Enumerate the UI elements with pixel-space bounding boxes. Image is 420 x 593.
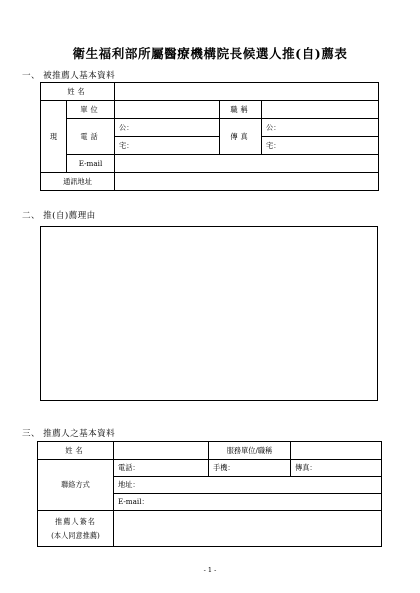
phone-home-field[interactable]: 宅： xyxy=(115,137,220,155)
address-label: 通訊地址 xyxy=(41,173,115,191)
position-field[interactable] xyxy=(262,101,379,119)
recommender-phone-field[interactable]: 電話： xyxy=(114,460,209,477)
recommendation-reason-box[interactable] xyxy=(40,226,378,401)
unit-label: 單位 xyxy=(67,101,115,119)
page-number: - 1 - xyxy=(203,566,217,574)
recommender-info-table xyxy=(37,441,382,547)
current-label: 現 xyxy=(41,101,67,173)
recommender-mobile-field[interactable]: 手機： xyxy=(209,460,291,477)
recommender-fax-field[interactable]: 傳真： xyxy=(291,460,382,477)
section-2-heading: 二、 推(自)薦理由 xyxy=(22,211,96,221)
recommender-name-label: 姓名 xyxy=(38,442,114,460)
consent-note: (本人同意推薦) xyxy=(51,530,100,540)
signature-label-cell xyxy=(38,511,114,547)
phone-label: 電話 xyxy=(67,119,115,155)
recommender-name-field[interactable] xyxy=(114,442,209,460)
unit-position-label: 服務單位/職稱 xyxy=(209,442,291,460)
address-field[interactable] xyxy=(115,173,379,191)
unit-field[interactable] xyxy=(115,101,220,119)
nominee-info-table xyxy=(40,82,379,191)
section-1-heading: 一、 被推薦人基本資料 xyxy=(22,71,116,81)
signature-field[interactable] xyxy=(114,511,382,547)
signature-label: 推薦人簽名 xyxy=(55,516,96,526)
section-3-heading: 三、 推薦人之基本資料 xyxy=(22,429,116,439)
email-field[interactable] xyxy=(115,155,379,173)
recommender-address-field[interactable]: 地址： xyxy=(114,477,382,494)
contact-label: 聯絡方式 xyxy=(38,460,114,511)
form-title: 衛生福利部所屬醫療機構院長候選人推(自)薦表 xyxy=(72,46,348,61)
position-label: 職稱 xyxy=(220,101,262,119)
nominee-name-field[interactable] xyxy=(115,83,379,101)
fax-label: 傳真 xyxy=(220,119,262,155)
recommender-email-field[interactable]: E-mail： xyxy=(114,494,382,511)
email-label: E-mail xyxy=(67,155,115,173)
fax-office-field[interactable]: 公： xyxy=(262,119,379,137)
unit-position-field[interactable] xyxy=(291,442,382,460)
nominee-name-label: 姓名 xyxy=(41,83,115,101)
fax-home-field[interactable]: 宅： xyxy=(262,137,379,155)
phone-office-field[interactable]: 公： xyxy=(115,119,220,137)
